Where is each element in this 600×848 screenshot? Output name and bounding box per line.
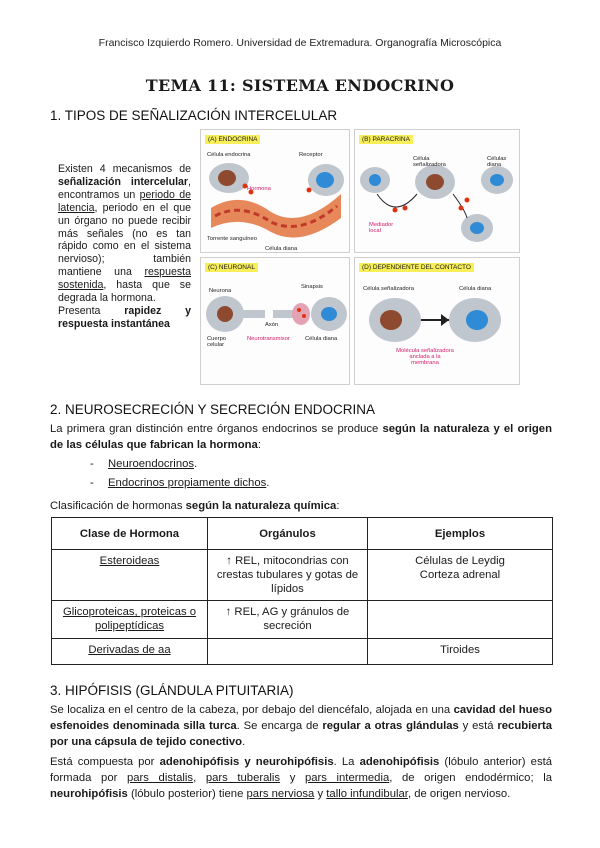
section-3-paragraph-1: Se localiza en el centro de la cabeza, por debajo del diencéfalo, alojada en una cavidad del hueso esfenoides denominada silla turca. Se encarga de regular a otras glándulas y está recubierta por una cápsula de tejido conectivo.: [50, 704, 552, 748]
section-2-paragraph-1: La primera gran distinción entre órganos endocrinos se produce según la naturaleza y el origen de las células que fabrican la hormona:: [50, 423, 552, 451]
section-2-heading: 2. NEUROSECRECIÓN Y SECRECIÓN ENDOCRINA: [50, 402, 376, 417]
panel-c-tag: (C) NEURONAL: [205, 263, 258, 272]
table-cell: ↑ REL, mitocondrias con crestas tubulares y gotas de lípidos: [208, 550, 368, 601]
label-target-cell-d: Célula diana: [459, 286, 492, 292]
panel-d-tag: (D) DEPENDIENTE DEL CONTACTO: [359, 263, 474, 272]
contact-diagram: [355, 258, 521, 386]
table-cell: Tiroides: [368, 639, 553, 665]
section-1-intro: Existen 4 mecanismos de señalización intercelular, encontramos un periodo de latencia, periodo en el que un órgano no puede recibir más señales (no es tan rápido como en el sistema nervioso); también mantiene una respuesta sostenida, hasta que se degrada la hormona. Presenta rapidez y respuesta instantánea: [58, 163, 191, 330]
panel-b-tag: (B) PARACRINA: [359, 135, 413, 144]
label-target-cells: Células diana: [487, 156, 507, 168]
label-signaling-cell-b: Célula señalizadora: [413, 156, 446, 168]
table-row: [52, 550, 553, 601]
label-cell-body: Cuerpo celular: [207, 336, 227, 348]
panel-contact: [354, 257, 520, 385]
table-row: [52, 639, 553, 665]
label-target-cell-a: Célula diana: [265, 246, 298, 252]
page-header: Francisco Izquierdo Romero. Universidad de Extremadura. Organografía Microscópica: [98, 37, 502, 49]
list-item: - Neuroendocrinos.: [90, 458, 198, 470]
table-cell: Derivadas de aa: [52, 639, 208, 665]
table-header: Clase de Hormona: [52, 518, 208, 550]
panel-a-tag: (A) ENDOCRINA: [205, 135, 260, 144]
paracrine-diagram: [355, 130, 521, 254]
table-cell: Células de Leydig Corteza adrenal: [368, 550, 553, 601]
table-cell: Glicoproteicas, proteicas o polipeptídicas: [52, 601, 208, 639]
table-header-row: [52, 518, 553, 550]
panel-endocrine: [200, 129, 350, 253]
section-3-paragraph-2: Está compuesta por adenohipófisis y neurohipófisis. La adenohipófisis (lóbulo anterior) está formada por pars distalis, pars tuberalis y pars intermedia, de origen endodérmico; la neurohipófisis (lóbulo posterior) tiene pars nerviosa y tallo infundibular, de origen nervioso.: [50, 756, 553, 800]
section-3-heading: 3. HIPÓFISIS (GLÁNDULA PITUITARIA): [50, 683, 294, 698]
table-cell: Esteroideas: [52, 550, 208, 601]
origin-list: [90, 458, 269, 496]
label-neurotransmitter: Neurotransmisor: [247, 336, 290, 342]
list-item: - Endocrinos propiamente dichos.: [90, 477, 270, 489]
label-neuron: Neurona: [209, 288, 232, 294]
table-header: Orgánulos: [208, 518, 368, 550]
label-signaling-cell-d: Célula señalizadora: [363, 286, 414, 292]
section-1-heading: 1. TIPOS DE SEÑALIZACIÓN INTERCELULAR: [50, 108, 338, 123]
label-local-mediator: Mediador local: [369, 222, 394, 234]
label-blood-stream: Torrente sanguíneo: [207, 236, 257, 242]
label-endocrine-cell: Célula endocrina: [207, 152, 251, 158]
panel-neuronal: [200, 257, 350, 385]
label-target-cell-c: Célula diana: [305, 336, 338, 342]
table-header: Ejemplos: [368, 518, 553, 550]
table-cell: [208, 639, 368, 665]
table-row: [52, 601, 553, 639]
table-cell: [368, 601, 553, 639]
page-title: TEMA 11: SISTEMA ENDOCRINO: [145, 76, 455, 95]
label-anchored-molecule: Molécula señalizadora anclada a la membrana: [396, 348, 454, 366]
panel-paracrine: [354, 129, 520, 253]
hormone-table: [51, 517, 553, 665]
label-synapse: Sinapsis: [301, 284, 323, 290]
label-axon: Axón: [265, 322, 279, 328]
table-cell: ↑ REL, AG y gránulos de secreción: [208, 601, 368, 639]
label-receptor: Receptor: [299, 152, 323, 158]
signaling-figure: [200, 129, 520, 385]
section-2-paragraph-2: Clasificación de hormonas según la naturaleza química:: [50, 500, 340, 512]
label-hormone: Hormona: [247, 186, 271, 192]
